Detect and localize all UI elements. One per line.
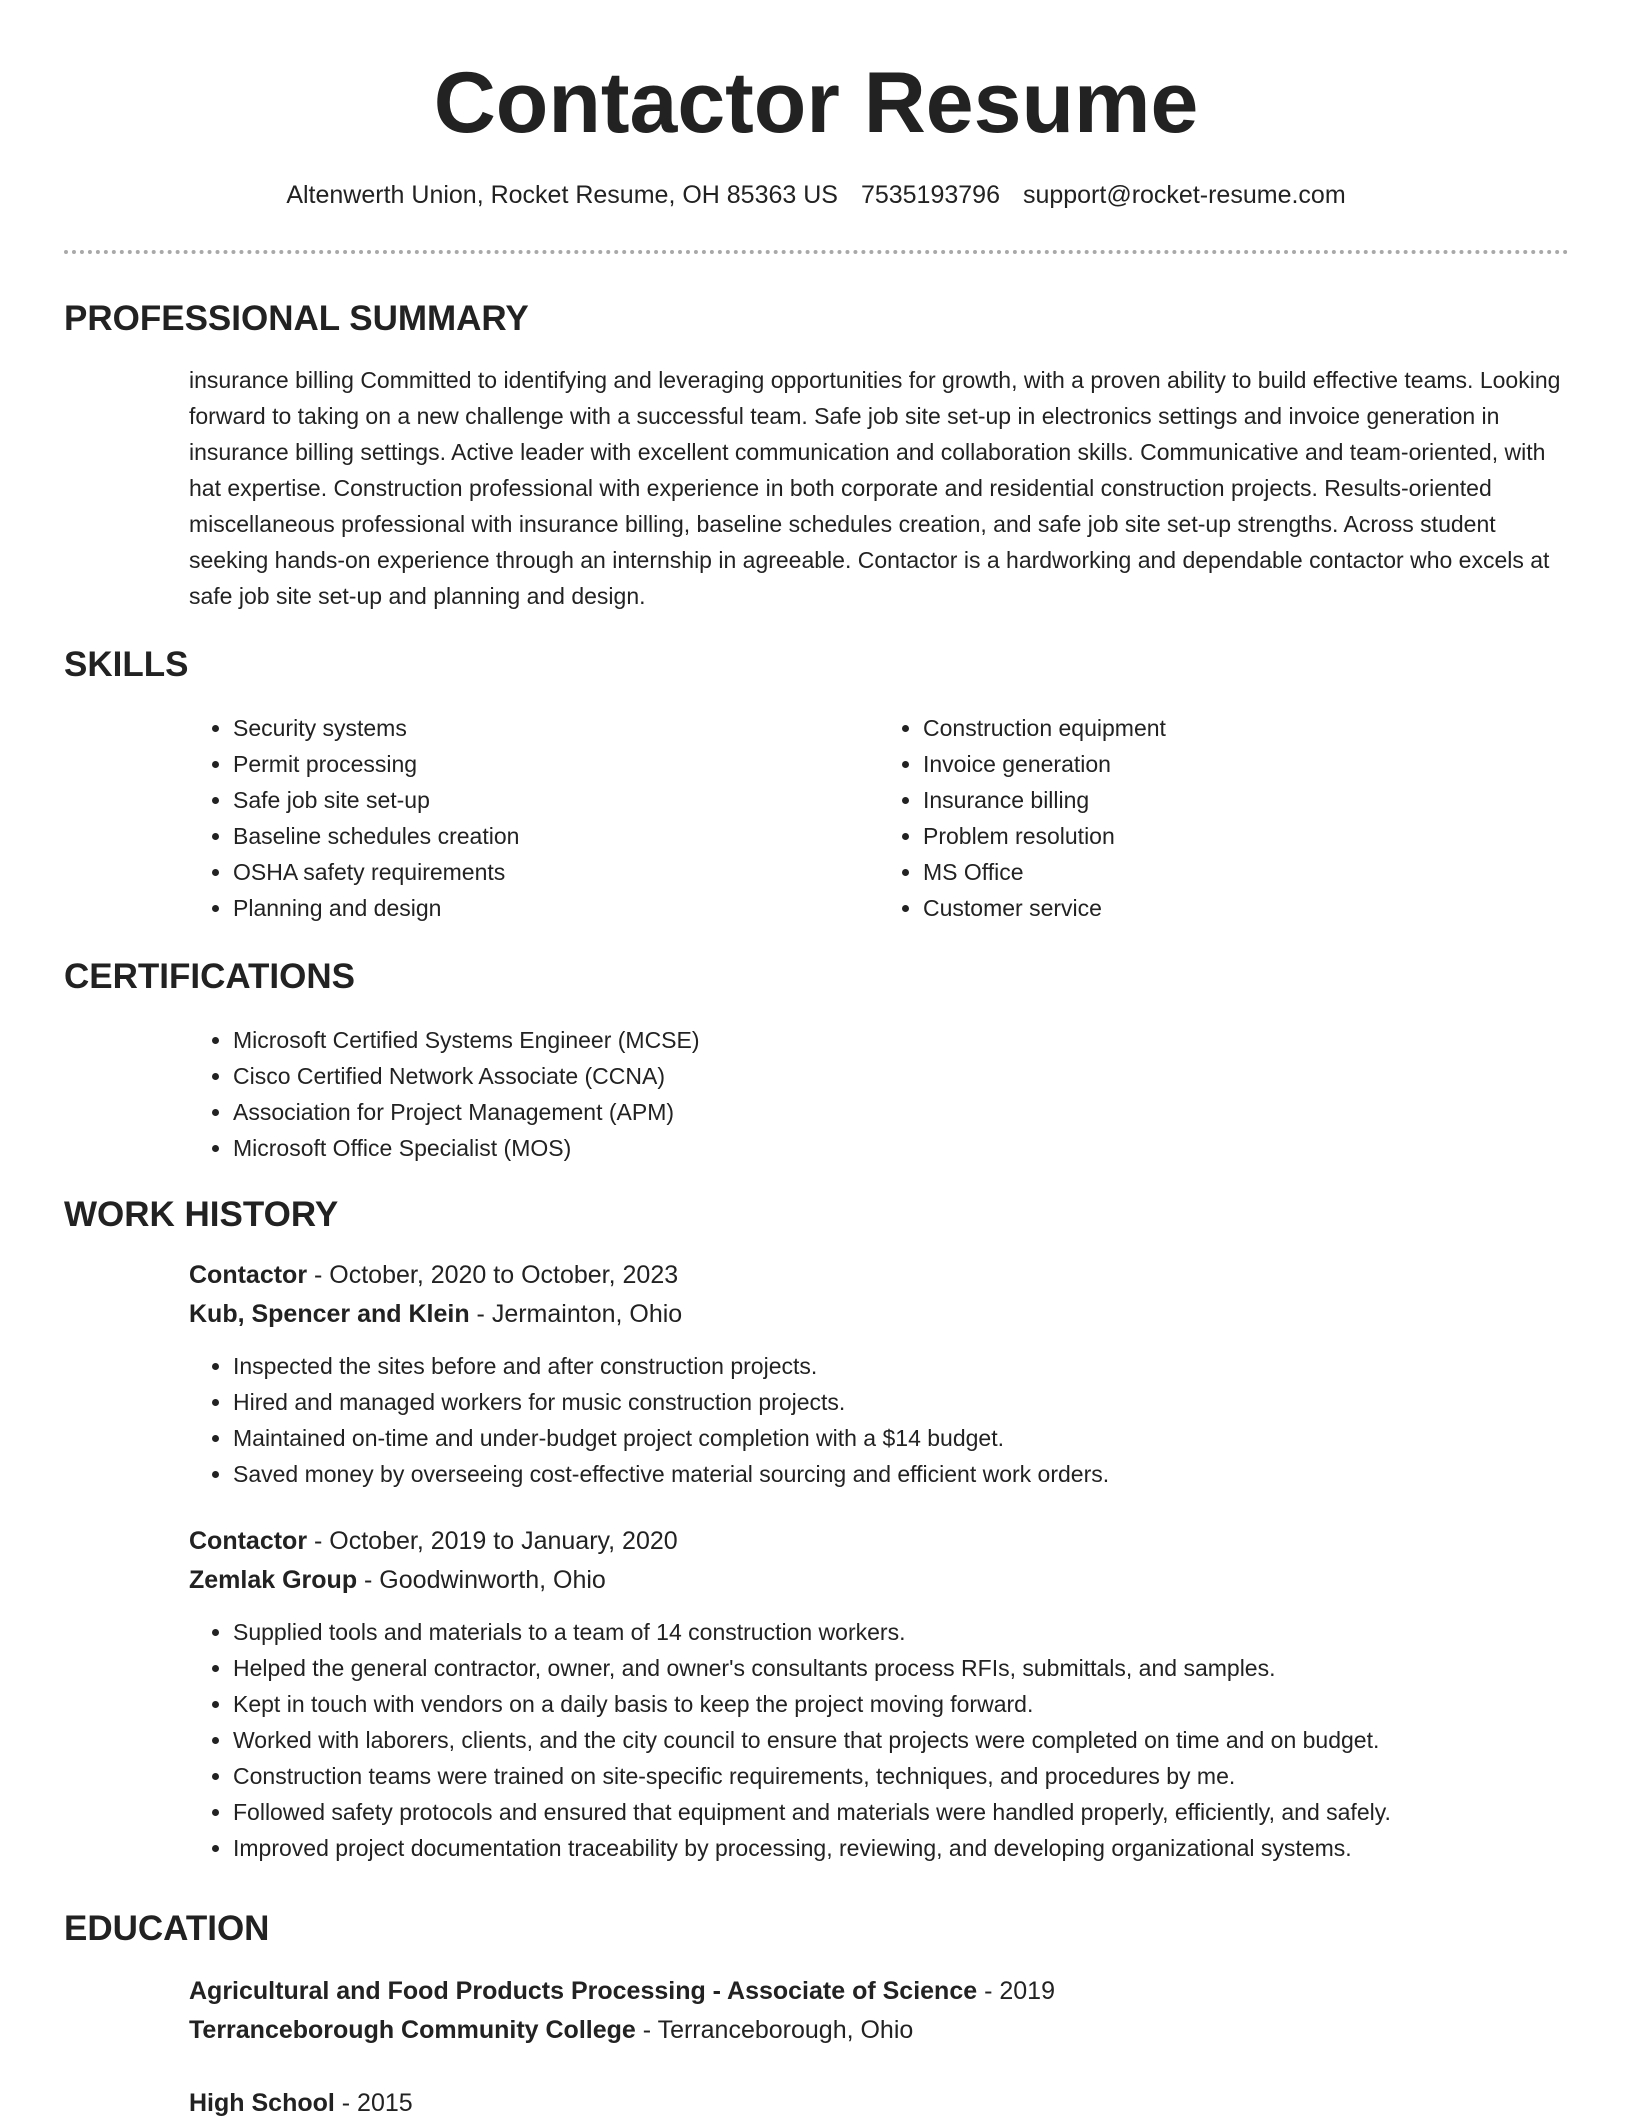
skills-list-left [189, 710, 879, 926]
skills-columns [189, 710, 1569, 926]
skill-item: • Insurance billing [923, 782, 1569, 818]
summary-heading: PROFESSIONAL SUMMARY [64, 299, 529, 338]
work-history-heading: WORK HISTORY [64, 1195, 339, 1234]
skill-item: • OSHA safety requirements [233, 854, 879, 890]
job-role: Contactor [189, 1527, 308, 1555]
certifications-section [64, 956, 1569, 1166]
education-heading: EDUCATION [64, 1909, 270, 1948]
job-bullets [189, 1348, 1569, 1492]
certification-item: • Cisco Certified Network Associate (CCNA) [233, 1058, 1569, 1094]
job-bullets [189, 1614, 1569, 1866]
summary-section [64, 298, 1569, 614]
job-role: Contactor [189, 1261, 308, 1289]
skill-item: • Baseline schedules creation [233, 818, 879, 854]
certifications-list [189, 1022, 1569, 1166]
job-entry [189, 1256, 1569, 1492]
job-title-line [189, 1256, 1569, 1295]
education-school: Terranceborough Community College [189, 2016, 636, 2044]
job-company: Zemlak Group [189, 1566, 358, 1594]
skill-item: • Permit processing [233, 746, 879, 782]
skill-item: • Security systems [233, 710, 879, 746]
skills-list-right [879, 710, 1569, 926]
skill-item: • Safe job site set-up [233, 782, 879, 818]
job-company-line [189, 1295, 1569, 1334]
certification-item: • Association for Project Management (APM) [233, 1094, 1569, 1130]
education-section [64, 1908, 1569, 2123]
education-entry [189, 1972, 1569, 2050]
job-location: - Jermainton, Ohio [469, 1300, 683, 1328]
job-bullet: • Saved money by overseeing cost-effective material sourcing and efficient work orders. [233, 1456, 1569, 1492]
job-bullet: • Hired and managed workers for music construction projects. [233, 1384, 1569, 1420]
job-bullet: • Construction teams were trained on site-specific requirements, techniques, and procedures by me. [233, 1758, 1569, 1794]
contact-email: support@rocket-resume.com [1022, 181, 1346, 209]
contact-address: Altenwerth Union, Rocket Resume, OH 85363 US [286, 181, 838, 209]
education-school-line [189, 2011, 1569, 2050]
resume-title: Contactor Resume [433, 55, 1199, 151]
education-entry [189, 2084, 1569, 2123]
education-location: - Terranceborough, Ohio [635, 2016, 914, 2044]
job-bullet: • Worked with laborers, clients, and the city council to ensure that projects were completed on time and on budget. [233, 1722, 1569, 1758]
job-entry [189, 1522, 1569, 1866]
job-dates: - October, 2020 to October, 2023 [307, 1261, 679, 1289]
job-bullet: • Helped the general contractor, owner, and owner's consultants process RFIs, submittals, and samples. [233, 1650, 1569, 1686]
skill-item: • MS Office [923, 854, 1569, 890]
certifications-heading: CERTIFICATIONS [64, 957, 356, 996]
job-title-line [189, 1522, 1569, 1561]
skill-item: • Customer service [923, 890, 1569, 926]
header-divider [64, 250, 1569, 254]
work-history-section [64, 1194, 1569, 1866]
certification-item: • Microsoft Certified Systems Engineer (MCSE) [233, 1022, 1569, 1058]
education-degree-line [189, 2084, 1569, 2123]
skills-heading: SKILLS [64, 645, 189, 684]
skills-section [64, 644, 1569, 926]
job-bullet: • Kept in touch with vendors on a daily basis to keep the project moving forward. [233, 1686, 1569, 1722]
contact-phone: 7535193796 [860, 181, 1000, 209]
job-bullet: • Supplied tools and materials to a team of 14 construction workers. [233, 1614, 1569, 1650]
education-year: - 2019 [977, 1977, 1055, 2005]
skill-item: • Planning and design [233, 890, 879, 926]
contact-line [0, 180, 1632, 210]
education-year: - 2015 [334, 2089, 413, 2117]
job-bullet: • Inspected the sites before and after construction projects. [233, 1348, 1569, 1384]
job-dates: - October, 2019 to January, 2020 [307, 1527, 678, 1555]
skill-item: • Construction equipment [923, 710, 1569, 746]
job-location: - Goodwinworth, Ohio [357, 1566, 606, 1594]
education-degree: Agricultural and Food Products Processing - Associate of Science [189, 1977, 978, 2005]
job-bullet: • Followed safety protocols and ensured that equipment and materials were handled properly, efficiently, and safely. [233, 1794, 1569, 1830]
education-degree-line [189, 1972, 1569, 2011]
skill-item: • Invoice generation [923, 746, 1569, 782]
summary-text: insurance billing Committed to identifying and leveraging opportunities for growth, with a proven ability to build effective teams. Looking forward to taking on a new challenge with a successful team. Safe job site set-up in electronics settings and invoice generation in insurance billing settings. Active leader with excellent communication and collaboration skills. Communicative and team-oriented, with hat expertise. Construction professional with experience in both corporate and residential construction projects. Results-oriented miscellaneous professional with insurance billing, baseline schedules creation, and safe job site set-up strengths. Across student seeking hands-on experience through an internship in agreeable. Contactor is a hardworking and dependable contactor who excels at safe job site set-up and planning and design. [189, 367, 1561, 609]
job-company: Kub, Spencer and Klein [189, 1300, 470, 1328]
job-bullet: • Improved project documentation traceability by processing, reviewing, and developing organizational systems. [233, 1830, 1569, 1866]
job-bullet: • Maintained on-time and under-budget project completion with a $14 budget. [233, 1420, 1569, 1456]
certification-item: • Microsoft Office Specialist (MOS) [233, 1130, 1569, 1166]
job-company-line [189, 1561, 1569, 1600]
skill-item: • Problem resolution [923, 818, 1569, 854]
education-degree: High School [189, 2089, 335, 2117]
